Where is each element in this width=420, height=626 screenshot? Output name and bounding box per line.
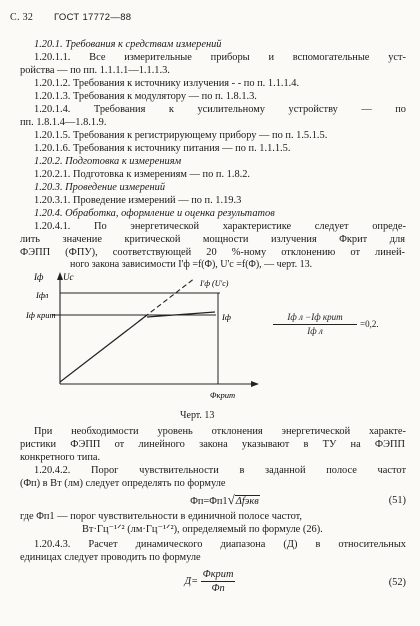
formula-52-denominator: Φп — [211, 583, 225, 594]
paragraph-line: 1.20.1.5. Требования к регистрирующему прибору — по п. 1.5.1.5. — [34, 130, 328, 141]
formula-52-lhs: Д= — [184, 575, 199, 587]
page-header — [10, 12, 131, 25]
paragraph-line: лить значение критической мощности излучения Φкрит для — [20, 234, 405, 245]
figure-caption: Черт. 13 — [180, 410, 215, 421]
section-heading: 1.20.3. Проведение измерений — [34, 182, 166, 193]
section-heading: 1.20.2. Подготовка к измерениям — [34, 156, 182, 167]
paragraph-line: где Φп1 — порог чувствительности в единичной полосе частот, — [20, 511, 303, 522]
fraction-rhs: =0,2. — [360, 319, 379, 329]
paragraph-line: конкретного типа. — [20, 452, 101, 463]
fraction-bar — [273, 324, 357, 325]
equation-number-52: (52) — [388, 577, 406, 588]
formula-51-radicand: Δfэкв — [235, 496, 259, 507]
figure-13 — [26, 268, 265, 408]
paragraph-line: 1.20.1.3. Требования к модулятору — по п. 1.8.1.3. — [34, 91, 257, 102]
level-label-iphl: Iфл — [36, 290, 49, 300]
x-axis-arrow — [251, 381, 259, 387]
y-label-uc: Uc — [63, 272, 74, 282]
formula-51-lhs: Φп=Φп1 — [190, 496, 228, 507]
paragraph-line: 1.20.3.1. Проведение измерений — по п. 1.19.3 — [34, 195, 242, 206]
equation-number-51: (51) — [388, 495, 406, 506]
formula-52-numerator: Φкрит — [202, 569, 234, 580]
paragraph-line: ройства — по пп. 1.1.1.1—1.1.1.3. — [20, 65, 170, 76]
paragraph-line: (Φп) в Вт (лм) следует определять по формуле — [20, 478, 226, 489]
paragraph-line: 1.20.1.1. Все измерительные приборы и вспомогательные уст- — [34, 52, 406, 63]
paragraph-line: единицах следует проводить по формуле — [20, 552, 201, 563]
linear-curve — [60, 322, 138, 382]
paragraph-line: 1.20.2.1. Подготовка к измерениям — по п. 1.8.2. — [34, 169, 251, 180]
paragraph-line: 1.20.1.4. Требования к усилительному устройству — по — [34, 104, 406, 115]
standard-number: ГОСТ 17772—88 — [53, 12, 132, 23]
fraction-denominator: Iф л — [307, 326, 323, 336]
paragraph-line: ного закона зависимости I'ф =f(Φ), U'с =f(Φ), — черт. 13. — [70, 259, 313, 270]
curve-label-linear: I'ф (U'c) — [200, 279, 229, 288]
paragraph-line: 1.20.4.3. Расчет динамического диапазона (Д) в относительных — [34, 539, 406, 550]
section-heading: 1.20.4. Обработка, оформление и оценка результатов — [34, 208, 275, 219]
paragraph-line: ристики ФЭПП от линейного закона указывают в ТУ на ФЭПП — [20, 439, 405, 450]
paragraph-line: ФЭПП (ФПУ), соответствующей 20 %-ному отклонению от линей- — [20, 247, 405, 258]
paragraph-line: 1.20.1.2. Требования к источнику излучения - - по п. 1.1.1.4. — [34, 78, 300, 89]
formula-52 — [170, 568, 250, 595]
paragraph-line: пп. 1.8.1.4—1.8.1.9. — [20, 117, 107, 128]
x-label-phicrit: Φкрит — [210, 390, 236, 400]
curve-label-real: Iф — [222, 312, 231, 322]
fraction-numerator: Iф л −Iф крит — [287, 312, 343, 322]
section-heading: 1.20.1. Требования к средствам измерений — [34, 39, 222, 50]
paragraph-line: 1.20.4.2. Порог чувствительности в заданной полосе частот — [34, 465, 406, 476]
level-label-iphcrit: Iф крит — [26, 310, 56, 320]
page-number: С. 32 — [10, 12, 34, 23]
formula-51 — [150, 492, 300, 508]
y-label-iph: Iф — [34, 272, 44, 282]
formula-52-fraction — [201, 568, 236, 595]
real-curve — [138, 315, 147, 322]
paragraph-line: 1.20.1.6. Требования к источнику питания — по п. 1.1.1.5. — [34, 143, 291, 154]
paragraph-line: Вт·Гц⁻¹ᐟ² (лм·Гц⁻¹ᐟ²), определяемый по формуле (26). — [82, 524, 323, 535]
paragraph-line: При необходимости уровень отклонения энергетической характе- — [34, 426, 406, 437]
paragraph-line: 1.20.4.1. По энергетической характеристике следует опреде- — [34, 221, 406, 232]
sqrt-sign: √ — [227, 492, 235, 507]
